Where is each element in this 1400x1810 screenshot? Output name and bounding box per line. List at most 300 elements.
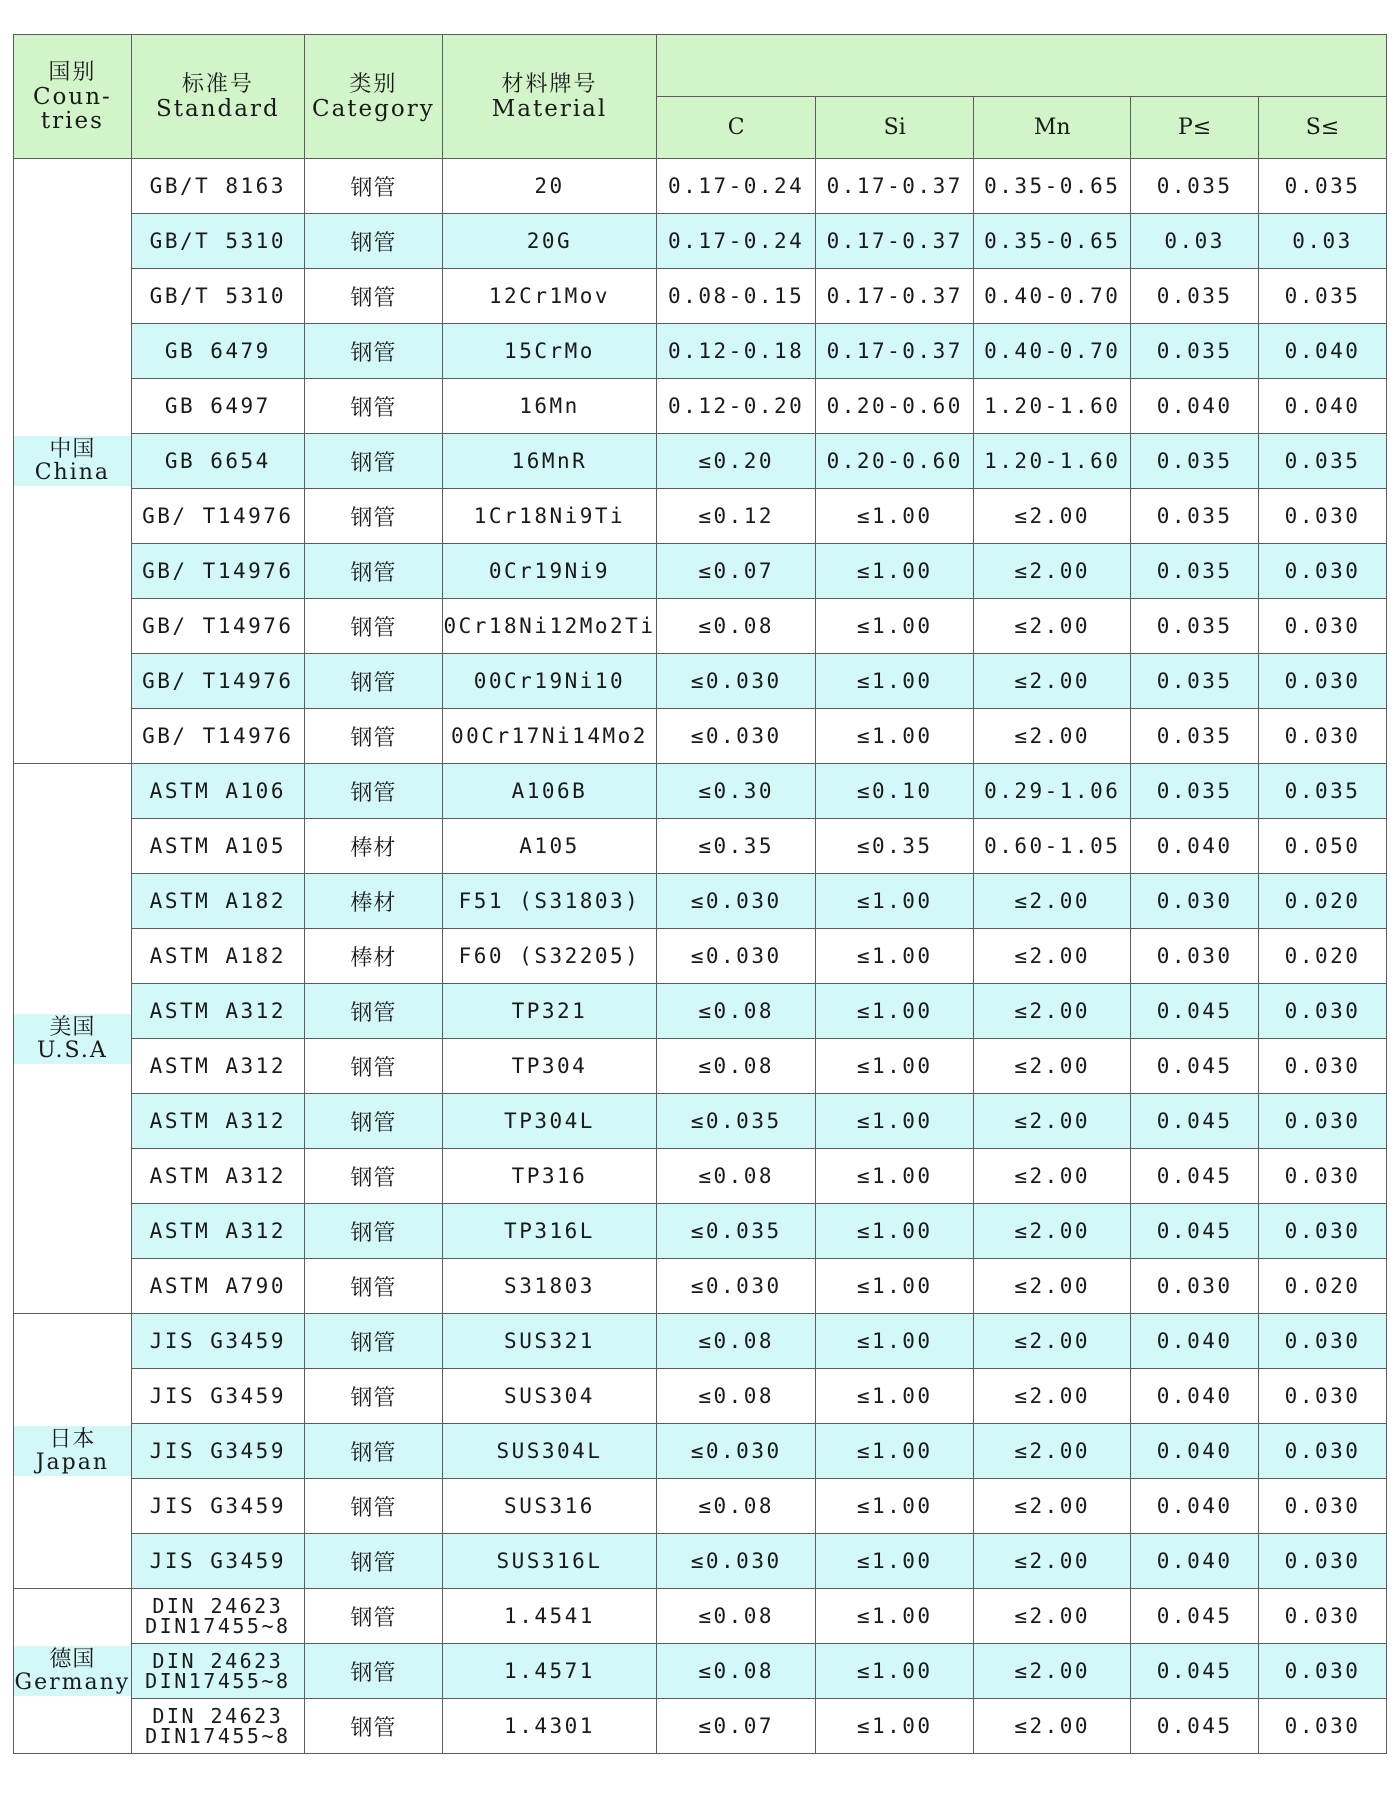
cell-si: ≤1.00 [816,1589,974,1644]
cell-category: 棒材 [304,874,442,929]
cell-si: ≤0.10 [816,764,974,819]
cell-material: A105 [442,819,656,874]
country-label [14,1426,131,1476]
cell-s: 0.030 [1259,984,1387,1039]
cell-p: 0.045 [1131,1204,1259,1259]
cell-standard: GB/ T14976 [131,709,304,764]
cell-standard [131,1699,304,1754]
cell-c: ≤0.035 [657,1094,816,1149]
cell-si: ≤1.00 [816,1644,974,1699]
cell-mn: ≤2.00 [974,1204,1131,1259]
table-row [14,764,1387,819]
header-country-en-2: tries [40,107,104,134]
cell-c: ≤0.07 [657,544,816,599]
cell-standard: JIS G3459 [131,1314,304,1369]
cell-material: SUS321 [442,1314,656,1369]
cell-c: ≤0.35 [657,819,816,874]
cell-material: F60 (S32205) [442,929,656,984]
country-cell [14,1314,132,1589]
cell-p: 0.030 [1131,929,1259,984]
table-row [14,599,1387,654]
cell-mn: ≤2.00 [974,984,1131,1039]
cell-material: SUS304L [442,1424,656,1479]
cell-standard: ASTM A312 [131,1039,304,1094]
cell-si: 0.17-0.37 [816,214,974,269]
cell-si: ≤1.00 [816,1094,974,1149]
cell-p: 0.035 [1131,544,1259,599]
cell-mn: ≤2.00 [974,1589,1131,1644]
table-row [14,1534,1387,1589]
cell-c: ≤0.030 [657,709,816,764]
cell-material: TP321 [442,984,656,1039]
cell-s: 0.030 [1259,1534,1387,1589]
cell-material: TP316L [442,1204,656,1259]
header-element-mn: Mn [974,97,1131,159]
cell-s: 0.030 [1259,654,1387,709]
cell-standard: ASTM A182 [131,874,304,929]
cell-s: 0.035 [1259,159,1387,214]
header-category-en: Category [311,95,435,122]
cell-mn: 0.40-0.70 [974,269,1131,324]
cell-c: ≤0.08 [657,984,816,1039]
cell-standard: GB 6479 [131,324,304,379]
country-name-cn: 中国 [49,437,96,462]
table-row [14,1314,1387,1369]
table-row [14,1039,1387,1094]
cell-material: SUS316L [442,1534,656,1589]
cell-p: 0.045 [1131,1094,1259,1149]
table-row [14,984,1387,1039]
cell-p: 0.045 [1131,1644,1259,1699]
cell-material: TP304L [442,1094,656,1149]
cell-mn: 0.35-0.65 [974,214,1131,269]
cell-category: 钢管 [304,1094,442,1149]
cell-category: 钢管 [304,1589,442,1644]
cell-category: 钢管 [304,489,442,544]
cell-p: 0.035 [1131,434,1259,489]
cell-si: ≤1.00 [816,1699,974,1754]
standard-line-2: DIN17455~8 [145,1724,291,1748]
table-row [14,929,1387,984]
cell-s: 0.030 [1259,1699,1387,1754]
cell-category: 钢管 [304,1314,442,1369]
cell-c: ≤0.08 [657,1039,816,1094]
cell-si: 0.17-0.37 [816,159,974,214]
cell-standard: GB/T 5310 [131,269,304,324]
cell-standard: GB/T 8163 [131,159,304,214]
cell-c: 0.08-0.15 [657,269,816,324]
standard-line-1: DIN 24623 [152,1594,284,1618]
standard-line-2: DIN17455~8 [145,1614,291,1638]
cell-category: 钢管 [304,1424,442,1479]
cell-c: ≤0.030 [657,654,816,709]
country-name-en: Germany [14,1670,131,1695]
table-row [14,379,1387,434]
country-cell [14,764,132,1314]
header-country-cn: 国别 [48,59,97,85]
cell-si: 0.17-0.37 [816,324,974,379]
table-row [14,1204,1387,1259]
cell-mn: ≤2.00 [974,1644,1131,1699]
cell-si: ≤0.35 [816,819,974,874]
cell-standard: GB/ T14976 [131,489,304,544]
cell-s: 0.035 [1259,434,1387,489]
cell-si: ≤1.00 [816,1039,974,1094]
header-material-cn: 材料牌号 [501,71,598,97]
cell-category: 钢管 [304,1149,442,1204]
cell-si: ≤1.00 [816,929,974,984]
table-row [14,654,1387,709]
cell-si: 0.20-0.60 [816,434,974,489]
cell-standard: JIS G3459 [131,1369,304,1424]
cell-p: 0.040 [1131,1479,1259,1534]
cell-p: 0.035 [1131,324,1259,379]
cell-mn: ≤2.00 [974,1314,1131,1369]
cell-p: 0.035 [1131,599,1259,654]
cell-s: 0.030 [1259,1314,1387,1369]
cell-material: 00Cr17Ni14Mo2 [442,709,656,764]
standard-line-2: DIN17455~8 [145,1669,291,1693]
cell-p: 0.035 [1131,159,1259,214]
cell-mn: ≤2.00 [974,489,1131,544]
cell-standard: JIS G3459 [131,1534,304,1589]
cell-si: ≤1.00 [816,874,974,929]
cell-material: SUS316 [442,1479,656,1534]
cell-standard: GB/ T14976 [131,599,304,654]
cell-category: 钢管 [304,434,442,489]
cell-standard: ASTM A312 [131,984,304,1039]
table-row [14,489,1387,544]
cell-material: 20 [442,159,656,214]
cell-s: 0.030 [1259,489,1387,544]
cell-mn: ≤2.00 [974,1259,1131,1314]
country-name-cn: 德国 [49,1647,96,1672]
cell-category: 钢管 [304,544,442,599]
cell-category: 钢管 [304,1534,442,1589]
cell-mn: ≤2.00 [974,1369,1131,1424]
cell-material: A106B [442,764,656,819]
standard-line-1: DIN 24623 [152,1649,284,1673]
cell-s: 0.035 [1259,764,1387,819]
table-row [14,214,1387,269]
cell-si: ≤1.00 [816,599,974,654]
country-label [14,1646,131,1696]
country-label [14,436,131,486]
cell-p: 0.040 [1131,1534,1259,1589]
cell-material: 15CrMo [442,324,656,379]
table-row [14,434,1387,489]
cell-c: ≤0.030 [657,929,816,984]
cell-material: 1.4301 [442,1699,656,1754]
cell-category: 钢管 [304,1699,442,1754]
cell-standard: ASTM A105 [131,819,304,874]
header-element-s: S≤ [1259,97,1387,159]
country-name-en: China [34,460,111,485]
cell-c: ≤0.08 [657,599,816,654]
country-name-cn: 美国 [49,1014,96,1040]
cell-p: 0.045 [1131,984,1259,1039]
cell-c: ≤0.030 [657,1534,816,1589]
cell-standard [131,1589,304,1644]
cell-s: 0.050 [1259,819,1387,874]
cell-c: ≤0.12 [657,489,816,544]
header-element-si: Si [816,97,974,159]
cell-standard: ASTM A312 [131,1149,304,1204]
table-row [14,324,1387,379]
cell-s: 0.030 [1259,1479,1387,1534]
cell-c: ≤0.08 [657,1644,816,1699]
header-element-c: C [657,97,816,159]
cell-material: 1Cr18Ni9Ti [442,489,656,544]
cell-p: 0.03 [1131,214,1259,269]
cell-s: 0.020 [1259,874,1387,929]
cell-mn: ≤2.00 [974,599,1131,654]
cell-mn: 0.60-1.05 [974,819,1131,874]
cell-standard: ASTM A790 [131,1259,304,1314]
cell-si: ≤1.00 [816,1424,974,1479]
cell-p: 0.035 [1131,709,1259,764]
cell-mn: 0.29-1.06 [974,764,1131,819]
cell-si: ≤1.00 [816,1149,974,1204]
cell-c: 0.17-0.24 [657,159,816,214]
table-row [14,1369,1387,1424]
table-header [14,35,1387,159]
cell-si: 0.20-0.60 [816,379,974,434]
header-standard-en: Standard [155,95,280,122]
cell-standard: GB/ T14976 [131,544,304,599]
cell-p: 0.045 [1131,1699,1259,1754]
cell-si: ≤1.00 [816,654,974,709]
table-row [14,1259,1387,1314]
cell-category: 钢管 [304,379,442,434]
cell-s: 0.030 [1259,709,1387,764]
table-row [14,269,1387,324]
cell-c: ≤0.20 [657,434,816,489]
cell-p: 0.040 [1131,1369,1259,1424]
cell-p: 0.045 [1131,1149,1259,1204]
cell-standard: ASTM A312 [131,1204,304,1259]
header-country [14,35,132,159]
cell-material: TP316 [442,1149,656,1204]
cell-category: 棒材 [304,819,442,874]
cell-c: 0.17-0.24 [657,214,816,269]
cell-material: S31803 [442,1259,656,1314]
cell-si: ≤1.00 [816,1259,974,1314]
cell-category: 钢管 [304,1204,442,1259]
cell-category: 钢管 [304,599,442,654]
cell-category: 钢管 [304,1039,442,1094]
cell-c: ≤0.030 [657,1424,816,1479]
header-composition-blank [657,35,1387,97]
cell-s: 0.030 [1259,544,1387,599]
cell-standard: JIS G3459 [131,1424,304,1479]
country-name-en: U.S.A [37,1037,108,1063]
cell-standard: GB/T 5310 [131,214,304,269]
cell-si: ≤1.00 [816,709,974,764]
cell-material: 20G [442,214,656,269]
cell-c: 0.12-0.18 [657,324,816,379]
cell-material: 00Cr19Ni10 [442,654,656,709]
table-row [14,1094,1387,1149]
cell-s: 0.040 [1259,324,1387,379]
header-category-cn: 类别 [349,71,398,97]
cell-c: ≤0.07 [657,1699,816,1754]
cell-standard: ASTM A182 [131,929,304,984]
country-name-en: Japan [35,1450,110,1475]
cell-mn: ≤2.00 [974,929,1131,984]
cell-c: ≤0.30 [657,764,816,819]
cell-si: ≤1.00 [816,984,974,1039]
cell-standard: ASTM A312 [131,1094,304,1149]
cell-category: 钢管 [304,1259,442,1314]
header-standard-cn: 标准号 [181,71,254,97]
cell-c: ≤0.08 [657,1314,816,1369]
cell-p: 0.030 [1131,1259,1259,1314]
cell-p: 0.040 [1131,1424,1259,1479]
cell-c: ≤0.030 [657,874,816,929]
cell-p: 0.035 [1131,764,1259,819]
cell-si: ≤1.00 [816,1369,974,1424]
cell-s: 0.020 [1259,1259,1387,1314]
table-row [14,1149,1387,1204]
cell-category: 钢管 [304,1644,442,1699]
cell-material: 16Mn [442,379,656,434]
table-row [14,1589,1387,1644]
cell-material: 1.4571 [442,1644,656,1699]
cell-standard: JIS G3459 [131,1479,304,1534]
cell-mn: 0.35-0.65 [974,159,1131,214]
cell-mn: 1.20-1.60 [974,434,1131,489]
standard-line-1: DIN 24623 [152,1704,284,1728]
cell-category: 钢管 [304,984,442,1039]
table-row [14,1644,1387,1699]
cell-standard: GB 6497 [131,379,304,434]
cell-p: 0.035 [1131,489,1259,544]
cell-c: ≤0.08 [657,1369,816,1424]
cell-mn: ≤2.00 [974,1534,1131,1589]
cell-material: 0Cr19Ni9 [442,544,656,599]
cell-s: 0.020 [1259,929,1387,984]
cell-standard: GB 6654 [131,434,304,489]
cell-s: 0.030 [1259,1204,1387,1259]
cell-material: TP304 [442,1039,656,1094]
cell-category: 钢管 [304,654,442,709]
cell-si: ≤1.00 [816,1314,974,1369]
cell-p: 0.035 [1131,269,1259,324]
cell-category: 钢管 [304,1369,442,1424]
table-row [14,1479,1387,1534]
cell-mn: ≤2.00 [974,1039,1131,1094]
table-row [14,874,1387,929]
cell-si: ≤1.00 [816,1204,974,1259]
cell-p: 0.040 [1131,1314,1259,1369]
cell-material: 0Cr18Ni12Mo2Ti [442,599,656,654]
cell-mn: ≤2.00 [974,1479,1131,1534]
cell-si: ≤1.00 [816,1534,974,1589]
cell-mn: ≤2.00 [974,874,1131,929]
country-label [14,1014,131,1064]
country-cell [14,159,132,764]
cell-material: 12Cr1Mov [442,269,656,324]
cell-standard: ASTM A106 [131,764,304,819]
cell-category: 钢管 [304,159,442,214]
steel-composition-table [13,34,1387,1754]
cell-s: 0.030 [1259,1094,1387,1149]
cell-category: 钢管 [304,1479,442,1534]
cell-p: 0.045 [1131,1589,1259,1644]
table-row [14,544,1387,599]
cell-mn: ≤2.00 [974,1424,1131,1479]
cell-mn: ≤2.00 [974,1699,1131,1754]
cell-p: 0.030 [1131,874,1259,929]
table-row [14,819,1387,874]
cell-s: 0.040 [1259,379,1387,434]
cell-mn: 1.20-1.60 [974,379,1131,434]
header-element-p: P≤ [1131,97,1259,159]
cell-c: ≤0.08 [657,1149,816,1204]
cell-mn: ≤2.00 [974,1094,1131,1149]
cell-s: 0.030 [1259,1039,1387,1094]
cell-si: 0.17-0.37 [816,269,974,324]
cell-p: 0.040 [1131,819,1259,874]
table-body [14,159,1387,1754]
cell-mn: ≤2.00 [974,1149,1131,1204]
cell-mn: ≤2.00 [974,654,1131,709]
cell-c: 0.12-0.20 [657,379,816,434]
cell-si: ≤1.00 [816,489,974,544]
cell-c: ≤0.08 [657,1589,816,1644]
table-row [14,1424,1387,1479]
cell-standard [131,1644,304,1699]
cell-si: ≤1.00 [816,1479,974,1534]
cell-s: 0.030 [1259,1424,1387,1479]
header-material-en: Material [491,95,608,122]
cell-s: 0.030 [1259,1589,1387,1644]
cell-s: 0.030 [1259,599,1387,654]
cell-mn: ≤2.00 [974,544,1131,599]
header-country-en-1: Coun- [32,83,112,110]
cell-mn: 0.40-0.70 [974,324,1131,379]
cell-p: 0.040 [1131,379,1259,434]
country-name-cn: 日本 [49,1427,96,1452]
cell-material: 1.4541 [442,1589,656,1644]
cell-s: 0.030 [1259,1369,1387,1424]
table-row [14,1699,1387,1754]
cell-material: SUS304 [442,1369,656,1424]
cell-category: 钢管 [304,214,442,269]
cell-c: ≤0.035 [657,1204,816,1259]
cell-p: 0.035 [1131,654,1259,709]
cell-s: 0.030 [1259,1149,1387,1204]
header-standard [131,35,304,159]
country-cell [14,1589,132,1754]
cell-s: 0.030 [1259,1644,1387,1699]
header-category [304,35,442,159]
cell-material: F51 (S31803) [442,874,656,929]
cell-category: 钢管 [304,269,442,324]
cell-standard: GB/ T14976 [131,654,304,709]
cell-s: 0.035 [1259,269,1387,324]
cell-c: ≤0.030 [657,1259,816,1314]
cell-c: ≤0.08 [657,1479,816,1534]
cell-s: 0.03 [1259,214,1387,269]
header-material [442,35,656,159]
cell-material: 16MnR [442,434,656,489]
cell-si: ≤1.00 [816,544,974,599]
cell-category: 钢管 [304,324,442,379]
table-row [14,709,1387,764]
table-row [14,159,1387,214]
